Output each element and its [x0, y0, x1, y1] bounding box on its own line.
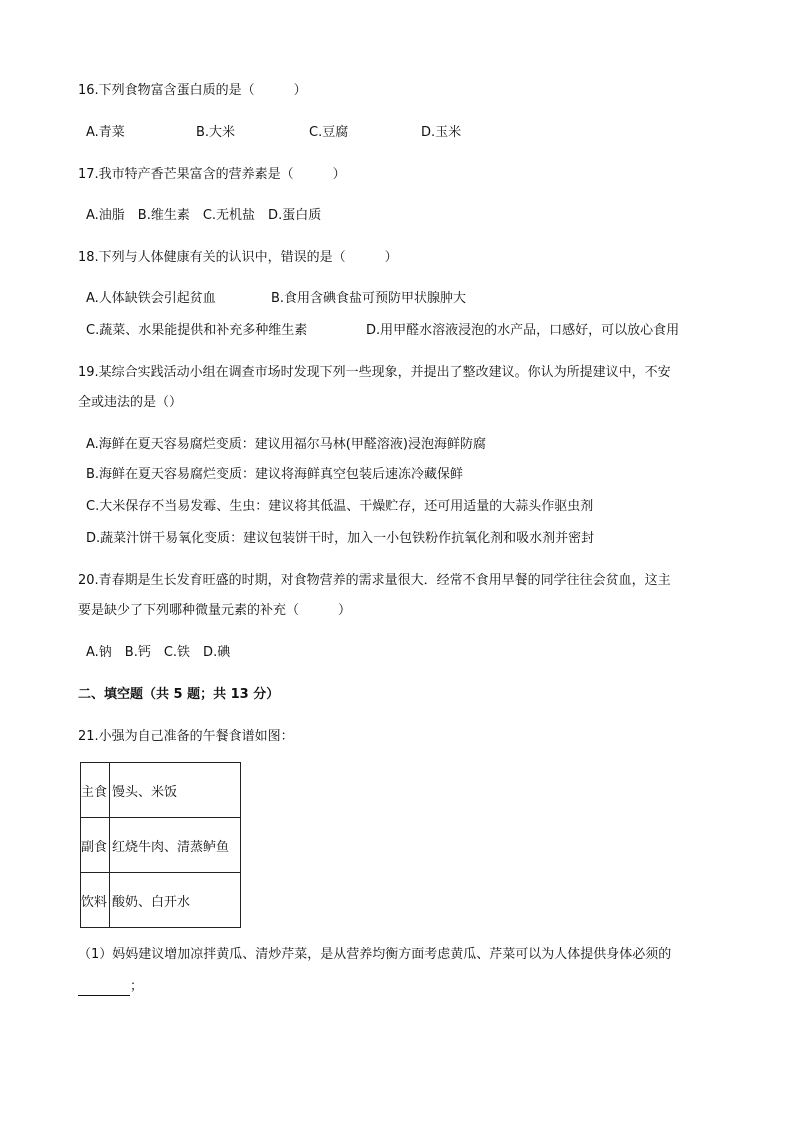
question-19-line-2: 全或违法的是（） — [78, 395, 183, 410]
table-row — [81, 763, 241, 818]
option-d: D.玉米 — [421, 125, 462, 140]
menu-category: 副食 — [81, 818, 110, 873]
option-d: D.用甲醛水溶液浸泡的水产品，口感好，可以放心食用 — [366, 323, 680, 338]
menu-items: 红烧牛肉、清蒸鲈鱼 — [110, 818, 241, 873]
question-16: 16.下列食物富含蛋白质的是（ ） — [78, 83, 307, 98]
question-16-options — [86, 124, 461, 142]
option-b: B.大米 — [196, 125, 236, 140]
table-row — [81, 873, 241, 928]
question-18-options-row-2 — [86, 322, 679, 340]
option-c: C.蔬菜、水果能提供和补充多种维生素 — [86, 323, 308, 338]
option-d: D.蔬菜汁饼干易氧化变质：建议包装饼干时，加入一小包铁粉作抗氧化剂和吸水剂并密封 — [86, 531, 595, 546]
menu-category: 饮料 — [81, 873, 110, 928]
option-a: A.海鲜在夏天容易腐烂变质：建议用福尔马林(甲醛溶液)浸泡海鲜防腐 — [86, 437, 486, 452]
question-17: 17.我市特产香芒果富含的营养素是（ ） — [78, 167, 346, 182]
question-18: 18.下列与人体健康有关的认识中，错误的是（ ） — [78, 250, 398, 265]
answer-blank-line — [78, 978, 143, 996]
menu-items: 酸奶、白开水 — [110, 873, 241, 928]
section-heading: 二、填空题（共 5 题；共 13 分） — [78, 687, 280, 702]
option-a: A.青菜 — [86, 125, 125, 140]
table-row — [81, 818, 241, 873]
option-a: A.人体缺铁会引起贫血 — [86, 291, 216, 306]
option-c: C.大米保存不当易发霉、生虫：建议将其低温、干燥贮存，还可用适量的大蒜头作驱虫剂 — [86, 499, 594, 514]
question-20-line-2: 要是缺少了下列哪种微量元素的补充（ ） — [78, 603, 352, 618]
menu-items: 馒头、米饭 — [110, 763, 241, 818]
blank-terminator: ； — [130, 979, 144, 994]
menu-table — [80, 762, 241, 928]
question-19-line-1: 19.某综合实践活动小组在调查市场时发现下列一些现象，并提出了整改建议。你认为所提建议中，不安 — [78, 365, 671, 380]
question-20-line-1: 20.青春期是生长发育旺盛的时期，对食物营养的需求量很大．经常不食用早餐的同学往往会贫血，这主 — [78, 573, 671, 588]
question-18-options-row-1 — [86, 290, 466, 308]
option-b: B.海鲜在夏天容易腐烂变质：建议将海鲜真空包装后速冻冷藏保鲜 — [86, 467, 464, 482]
question-17-options: A.油脂 B.维生素 C.无机盐 D.蛋白质 — [86, 208, 322, 223]
option-c: C.豆腐 — [309, 125, 349, 140]
answer-blank[interactable] — [78, 981, 130, 996]
question-21-part-1: （1）妈妈建议增加凉拌黄瓜、清炒芹菜，是从营养均衡方面考虑黄瓜、芹菜可以为人体提供身体必须的 — [78, 947, 672, 962]
question-21: 21.小强为自己准备的午餐食谱如图： — [78, 729, 294, 744]
question-20-options: A.钠 B.钙 C.铁 D.碘 — [86, 645, 231, 660]
menu-category: 主食 — [81, 763, 110, 818]
option-b: B.食用含碘食盐可预防甲状腺肿大 — [271, 291, 467, 306]
